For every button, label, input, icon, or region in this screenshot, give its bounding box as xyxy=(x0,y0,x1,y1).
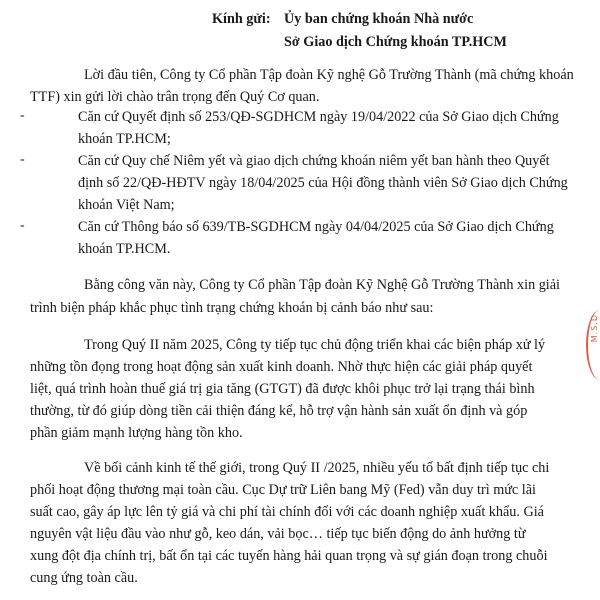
para2-line-5: phần giảm mạnh lượng hàng tồn kho. xyxy=(30,425,243,441)
para3-line-2: phối hoạt động thương mại toàn cầu. Cục Dự trữ Liên bang Mỹ (Fed) vẫn duy trì mức lãi xyxy=(30,482,536,498)
para3-line-6: cung ứng toàn cầu. xyxy=(30,570,138,586)
basis-2-line-3: khoán Việt Nam; xyxy=(78,197,175,213)
basis-1-line-2: khoán TP.HCM; xyxy=(78,131,171,147)
para2-line-2: những tồn đọng trong hoạt động sản xuất kinh doanh. Nhờ thực hiện các giải pháp quyết xyxy=(30,359,533,375)
para3-line-4: nguyên vật liệu đầu vào như gỗ, keo dán, vải bọc… tiếp tục biến động do ảnh hưởng từ xyxy=(30,526,526,542)
para3-line-5: xung đột địa chính trị, bất ổn tại các tuyến hàng hải quan trọng và sự gián đoạn trong chuỗi xyxy=(30,548,548,564)
basis-2-line-2: định số 22/QĐ-HĐTV ngày 18/04/2025 của Hội đồng thành viên Sở Giao dịch Chứng xyxy=(78,175,568,191)
basis-3-line-1: Căn cứ Thông báo số 639/TB-SGDHCM ngày 04/04/2025 của Sở Giao dịch Chứng xyxy=(78,219,554,235)
intro-line-1: Lời đầu tiên, Công ty Cổ phần Tập đoàn Kỹ nghệ Gỗ Trường Thành (mã chứng khoán xyxy=(84,67,574,83)
para1-line-2: trình biện pháp khắc phục tình trạng chứng khoán bị cảnh báo như sau: xyxy=(30,300,434,316)
para3-line-1: Về bối cảnh kinh tế thế giới, trong Quý II /2025, nhiều yếu tố bất định tiếp tục chi xyxy=(84,460,550,476)
bullet-dash: - xyxy=(20,218,25,233)
para2-line-1: Trong Quý II năm 2025, Công ty tiếp tục chủ động triển khai các biện pháp xử lý xyxy=(84,337,546,353)
basis-2-line-1: Căn cứ Quy chế Niêm yết và giao dịch chứng khoán niêm yết ban hành theo Quyết xyxy=(78,153,550,169)
basis-3-line-2: khoán TP.HCM. xyxy=(78,241,171,257)
bullet-dash: - xyxy=(20,152,25,167)
recipient-2: Sở Giao dịch Chứng khoán TP.HCM xyxy=(284,34,507,50)
basis-1-line-1: Căn cứ Quyết định số 253/QĐ-SGDHCM ngày 19/04/2022 của Sở Giao dịch Chứng xyxy=(78,109,559,125)
para1-line-1: Bằng công văn này, Công ty Cổ phần Tập đoàn Kỹ Nghệ Gỗ Trường Thành xin giải xyxy=(84,277,560,293)
stamp-edge xyxy=(586,310,600,380)
para2-line-3: liệt, quá trình hoàn thuế giá trị gia tăng (GTGT) đã được khôi phục trở lại trạng thái bình xyxy=(30,381,535,397)
stamp-text: M.S.D xyxy=(590,314,599,343)
addressee-label: Kính gửi: xyxy=(212,11,271,27)
para2-line-4: thường, từ đó giúp dòng tiền cải thiện đáng kể, hỗ trợ vận hành sản xuất ổn định và góp xyxy=(30,403,528,419)
intro-line-2: TTF) xin gửi lời chào trân trọng đến Quý Cơ quan. xyxy=(30,89,320,105)
para3-line-3: suất cao, gây áp lực lên tỷ giá và chi phí tài chính đối với các doanh nghiệp xuất khẩu. Giá xyxy=(30,504,544,520)
recipient-1: Ủy ban chứng khoán Nhà nước xyxy=(284,11,474,27)
bullet-dash: - xyxy=(20,108,25,123)
